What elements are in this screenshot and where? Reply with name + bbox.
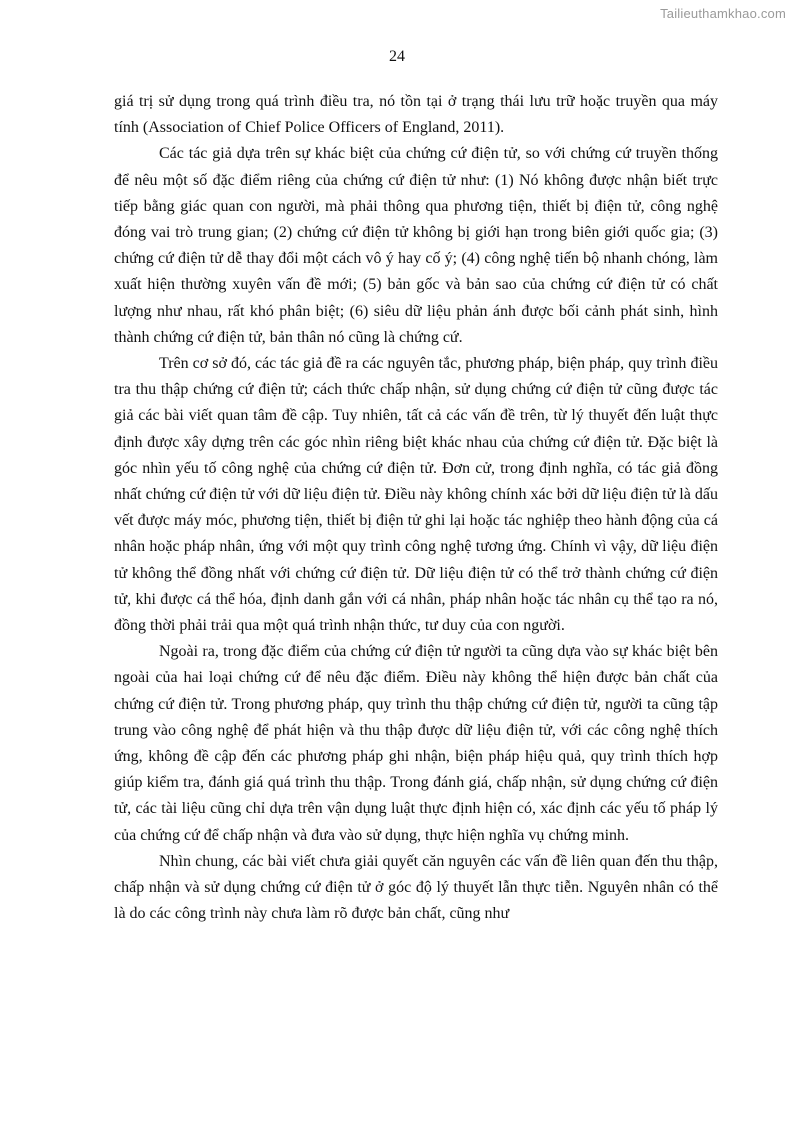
paragraph-5: Nhìn chung, các bài viết chưa giải quyết căn nguyên các vấn đề liên quan đến thu thập, chấp nhận và sử dụng chứng cứ điện tử ở góc độ lý thuyết lẫn thực tiễn. Nguyên nhân có thể là do các công trình này chưa làm rõ được bản chất, cũng như xyxy=(114,852,718,923)
paragraph-2: Các tác giả dựa trên sự khác biệt của chứng cứ điện tử, so với chứng cứ truyền thống để nêu một số đặc điểm riêng của chứng cứ điện tử như: (1) Nó không được nhận biết trực tiếp bằng giác quan con người, mà phải thông qua phương tiện, thiết bị điện tử, công nghệ đóng vai trò trung gian; (2) chứng cứ điện tử không bị giới hạn trong biên giới quốc gia; (3) chứng cứ điện tử dễ thay đổi một cách vô ý hay cố ý; (4) công nghệ tiến bộ nhanh chóng, làm xuất hiện thường xuyên vấn đề mới; (5) bản gốc và bản sao của chứng cứ điện tử có chất lượng như nhau, rất khó phân biệt; (6) siêu dữ liệu phản ánh được bối cảnh phát sinh, hình thành chứng cứ điện tử, bản thân nó cũng là chứng cứ. xyxy=(114,145,718,346)
watermark-text: Tailieuthamkhao.com xyxy=(660,6,786,21)
document-body xyxy=(114,89,718,928)
paragraph-1: giá trị sử dụng trong quá trình điều tra, nó tồn tại ở trạng thái lưu trữ hoặc truyền qua máy tính (Association of Chief Police Officers of England, 2011). xyxy=(114,93,718,137)
paragraph-3: Trên cơ sở đó, các tác giả đề ra các nguyên tắc, phương pháp, biện pháp, quy trình điều tra thu thập chứng cứ điện tử; cách thức chấp nhận, sử dụng chứng cứ điện tử cũng được tác giả các bài viết quan tâm đề cập. Tuy nhiên, tất cả các vấn đề trên, từ lý thuyết đến luật thực định được xây dựng trên các góc nhìn riêng biệt khác nhau của chứng cứ điện tử. Đặc biệt là góc nhìn yếu tố công nghệ của chứng cứ điện tử. Đơn cử, trong định nghĩa, có tác giả đồng nhất chứng cứ điện tử với dữ liệu điện tử. Điều này không chính xác bởi dữ liệu điện tử là dấu vết được máy móc, phương tiện, thiết bị điện tử ghi lại hoặc tác nghiệp theo hành động của cá nhân hoặc pháp nhân, ứng với một quy trình công nghệ tương ứng. Chính vì vậy, dữ liệu điện tử không thể đồng nhất với chứng cứ điện tử. Dữ liệu điện tử có thể trở thành chứng cứ điện tử, khi được cá thể hóa, định danh gắn với cá nhân, pháp nhân hoặc tác nhân cụ thể tạo ra nó, đồng thời phải trải qua một quá trình nhận thức, tư duy của con người. xyxy=(114,355,718,635)
paragraph-4: Ngoài ra, trong đặc điểm của chứng cứ điện tử người ta cũng dựa vào sự khác biệt bên ngoài của hai loại chứng cứ để nêu đặc điểm. Điều này không thể hiện được bản chất của chứng cứ điện tử. Trong phương pháp, quy trình thu thập chứng cứ điện tử, người ta cũng tập trung vào công nghệ để phát hiện và thu thập được dữ liệu điện tử, với các công nghệ thích ứng, không đề cập đến các phương pháp ghi nhận, biện pháp hiệu quả, quy trình thích hợp giúp kiểm tra, đánh giá quá trình thu thập. Trong đánh giá, chấp nhận, sử dụng chứng cứ điện tử, các tài liệu cũng chỉ dựa trên vận dụng luật thực định hiện có, xác định các yếu tố pháp lý của chứng cứ để chấp nhận và đưa vào sử dụng, thực hiện nghĩa vụ chứng minh. xyxy=(114,643,718,844)
page-number: 24 xyxy=(389,48,405,65)
